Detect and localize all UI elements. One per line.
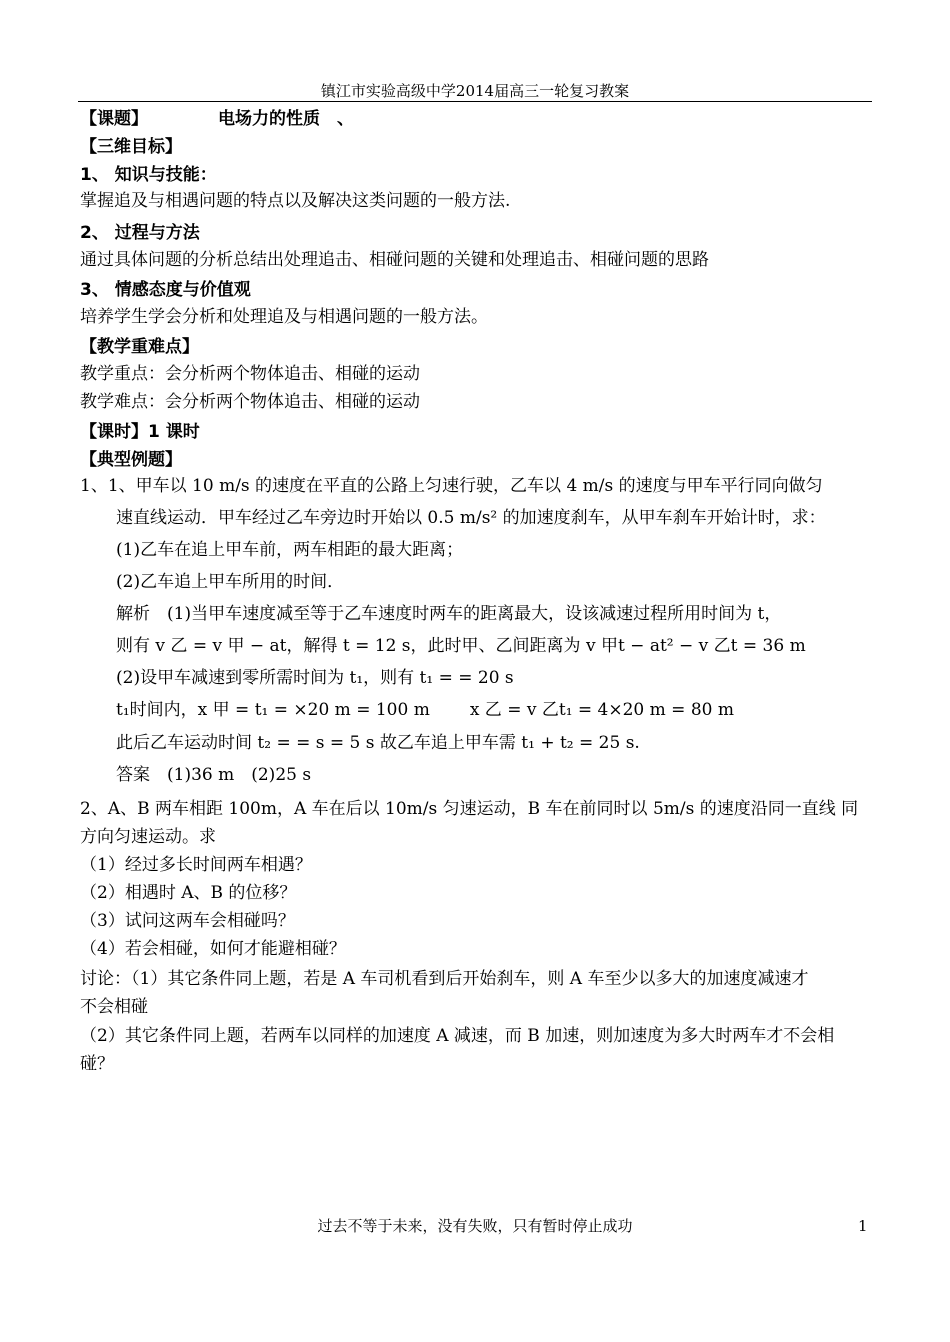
goal2-heading: 2、 过程与方法 [80, 223, 200, 243]
ex2-question3: （3）试问这两车会相碰吗？ [80, 911, 295, 931]
goal1-text: 掌握追及与相遇问题的特点以及解决这类问题的一般方法. [80, 191, 511, 211]
topic-value: 电场力的性质 、 [218, 109, 354, 129]
keypoints-heading: 【教学重难点】 [80, 337, 199, 357]
ex2-question4: （4）若会相碰，如何才能避相碰？ [80, 939, 346, 959]
ex2-line1: 2、A、B 两车相距 100m，A 车在后以 10m/s 匀速运动，B 车在前同时以 5m/s 的速度沿同一直线 同 [80, 799, 859, 819]
goals-heading: 【三维目标】 [80, 137, 182, 157]
ex2-discussion2-a: （2）其它条件同上题，若两车以同样的加速度 A 减速，而 B 加速，则加速度为多大时两车才不会相 [80, 1026, 835, 1046]
examples-heading: 【典型例题】 [80, 450, 182, 470]
ex2-line2: 方向匀速运动。求 [80, 827, 216, 847]
ex1-solution4-right: x 乙 = v 乙t₁ = 4×20 m = 80 m [469, 700, 734, 720]
ex2-discussion1-b: 不会相碰 [80, 997, 148, 1017]
goal2-text: 通过具体问题的分析总结出处理追击、相碰问题的关键和处理追击、相碰问题的思路 [80, 250, 709, 270]
page-footer: 过去不等于未来，没有失败，只有暂时停止成功 [317, 1217, 633, 1235]
ex1-line2: 速直线运动．甲车经过乙车旁边时开始以 0.5 m/s² 的加速度刹车，从甲车刹车开始计时，求： [116, 508, 826, 528]
ex1-line1: 1、1、甲车以 10 m/s 的速度在平直的公路上匀速行驶，乙车以 4 m/s 的速度与甲车平行同向做匀 [80, 476, 823, 496]
topic-label: 【课题】 [80, 109, 148, 129]
header-divider [78, 101, 872, 102]
ex1-question1: (1)乙车在追上甲车前，两车相距的最大距离； [116, 540, 464, 560]
ex1-solution2: 则有 v 乙 = v 甲 − at，解得 t = 12 s，此时甲、乙间距离为 v 甲t − at² − v 乙t = 36 m [116, 636, 806, 656]
ex1-solution1: 解析 (1)当甲车速度减至等于乙车速度时两车的距离最大，设该减速过程所用时间为 t， [116, 604, 782, 624]
keypoints-difficulty: 教学难点：会分析两个物体追击、相碰的运动 [80, 392, 420, 412]
ex2-question1: （1）经过多长时间两车相遇？ [80, 855, 312, 875]
ex1-answer: 答案 (1)36 m (2)25 s [116, 765, 312, 785]
ex1-solution4-left: t₁时间内，x 甲 = t₁ = ×20 m = 100 m [116, 700, 430, 720]
ex1-solution4 [116, 697, 734, 723]
page-header: 镇江市实验高级中学2014届高三一轮复习教案 [320, 82, 630, 100]
goal3-heading: 3、 情感态度与价值观 [80, 280, 251, 300]
ex1-question2: (2)乙车追上甲车所用的时间． [116, 572, 345, 592]
ex2-discussion1-a: 讨论：（1）其它条件同上题，若是 A 车司机看到后开始刹车，则 A 车至少以多大的加速度减速才 [80, 969, 809, 989]
keypoints-focus: 教学重点：会分析两个物体追击、相碰的运动 [80, 364, 420, 384]
ex1-solution3: (2)设甲车减速到零所需时间为 t₁，则有 t₁ = = 20 s [116, 668, 514, 688]
goal1-heading: 1、 知识与技能： [80, 165, 217, 185]
page-number: 1 [858, 1217, 868, 1235]
period-line: 【课时】1 课时 [80, 422, 200, 442]
goal3-text: 培养学生学会分析和处理追及与相遇问题的一般方法。 [80, 307, 488, 327]
ex1-solution5: 此后乙车运动时间 t₂ = = s = 5 s 故乙车追上甲车需 t₁ + t₂ = 25 s. [116, 733, 640, 753]
ex2-discussion2-b: 碰？ [80, 1054, 114, 1074]
ex2-question2: （2）相遇时 A、B 的位移？ [80, 883, 297, 903]
topic-line [80, 106, 354, 132]
